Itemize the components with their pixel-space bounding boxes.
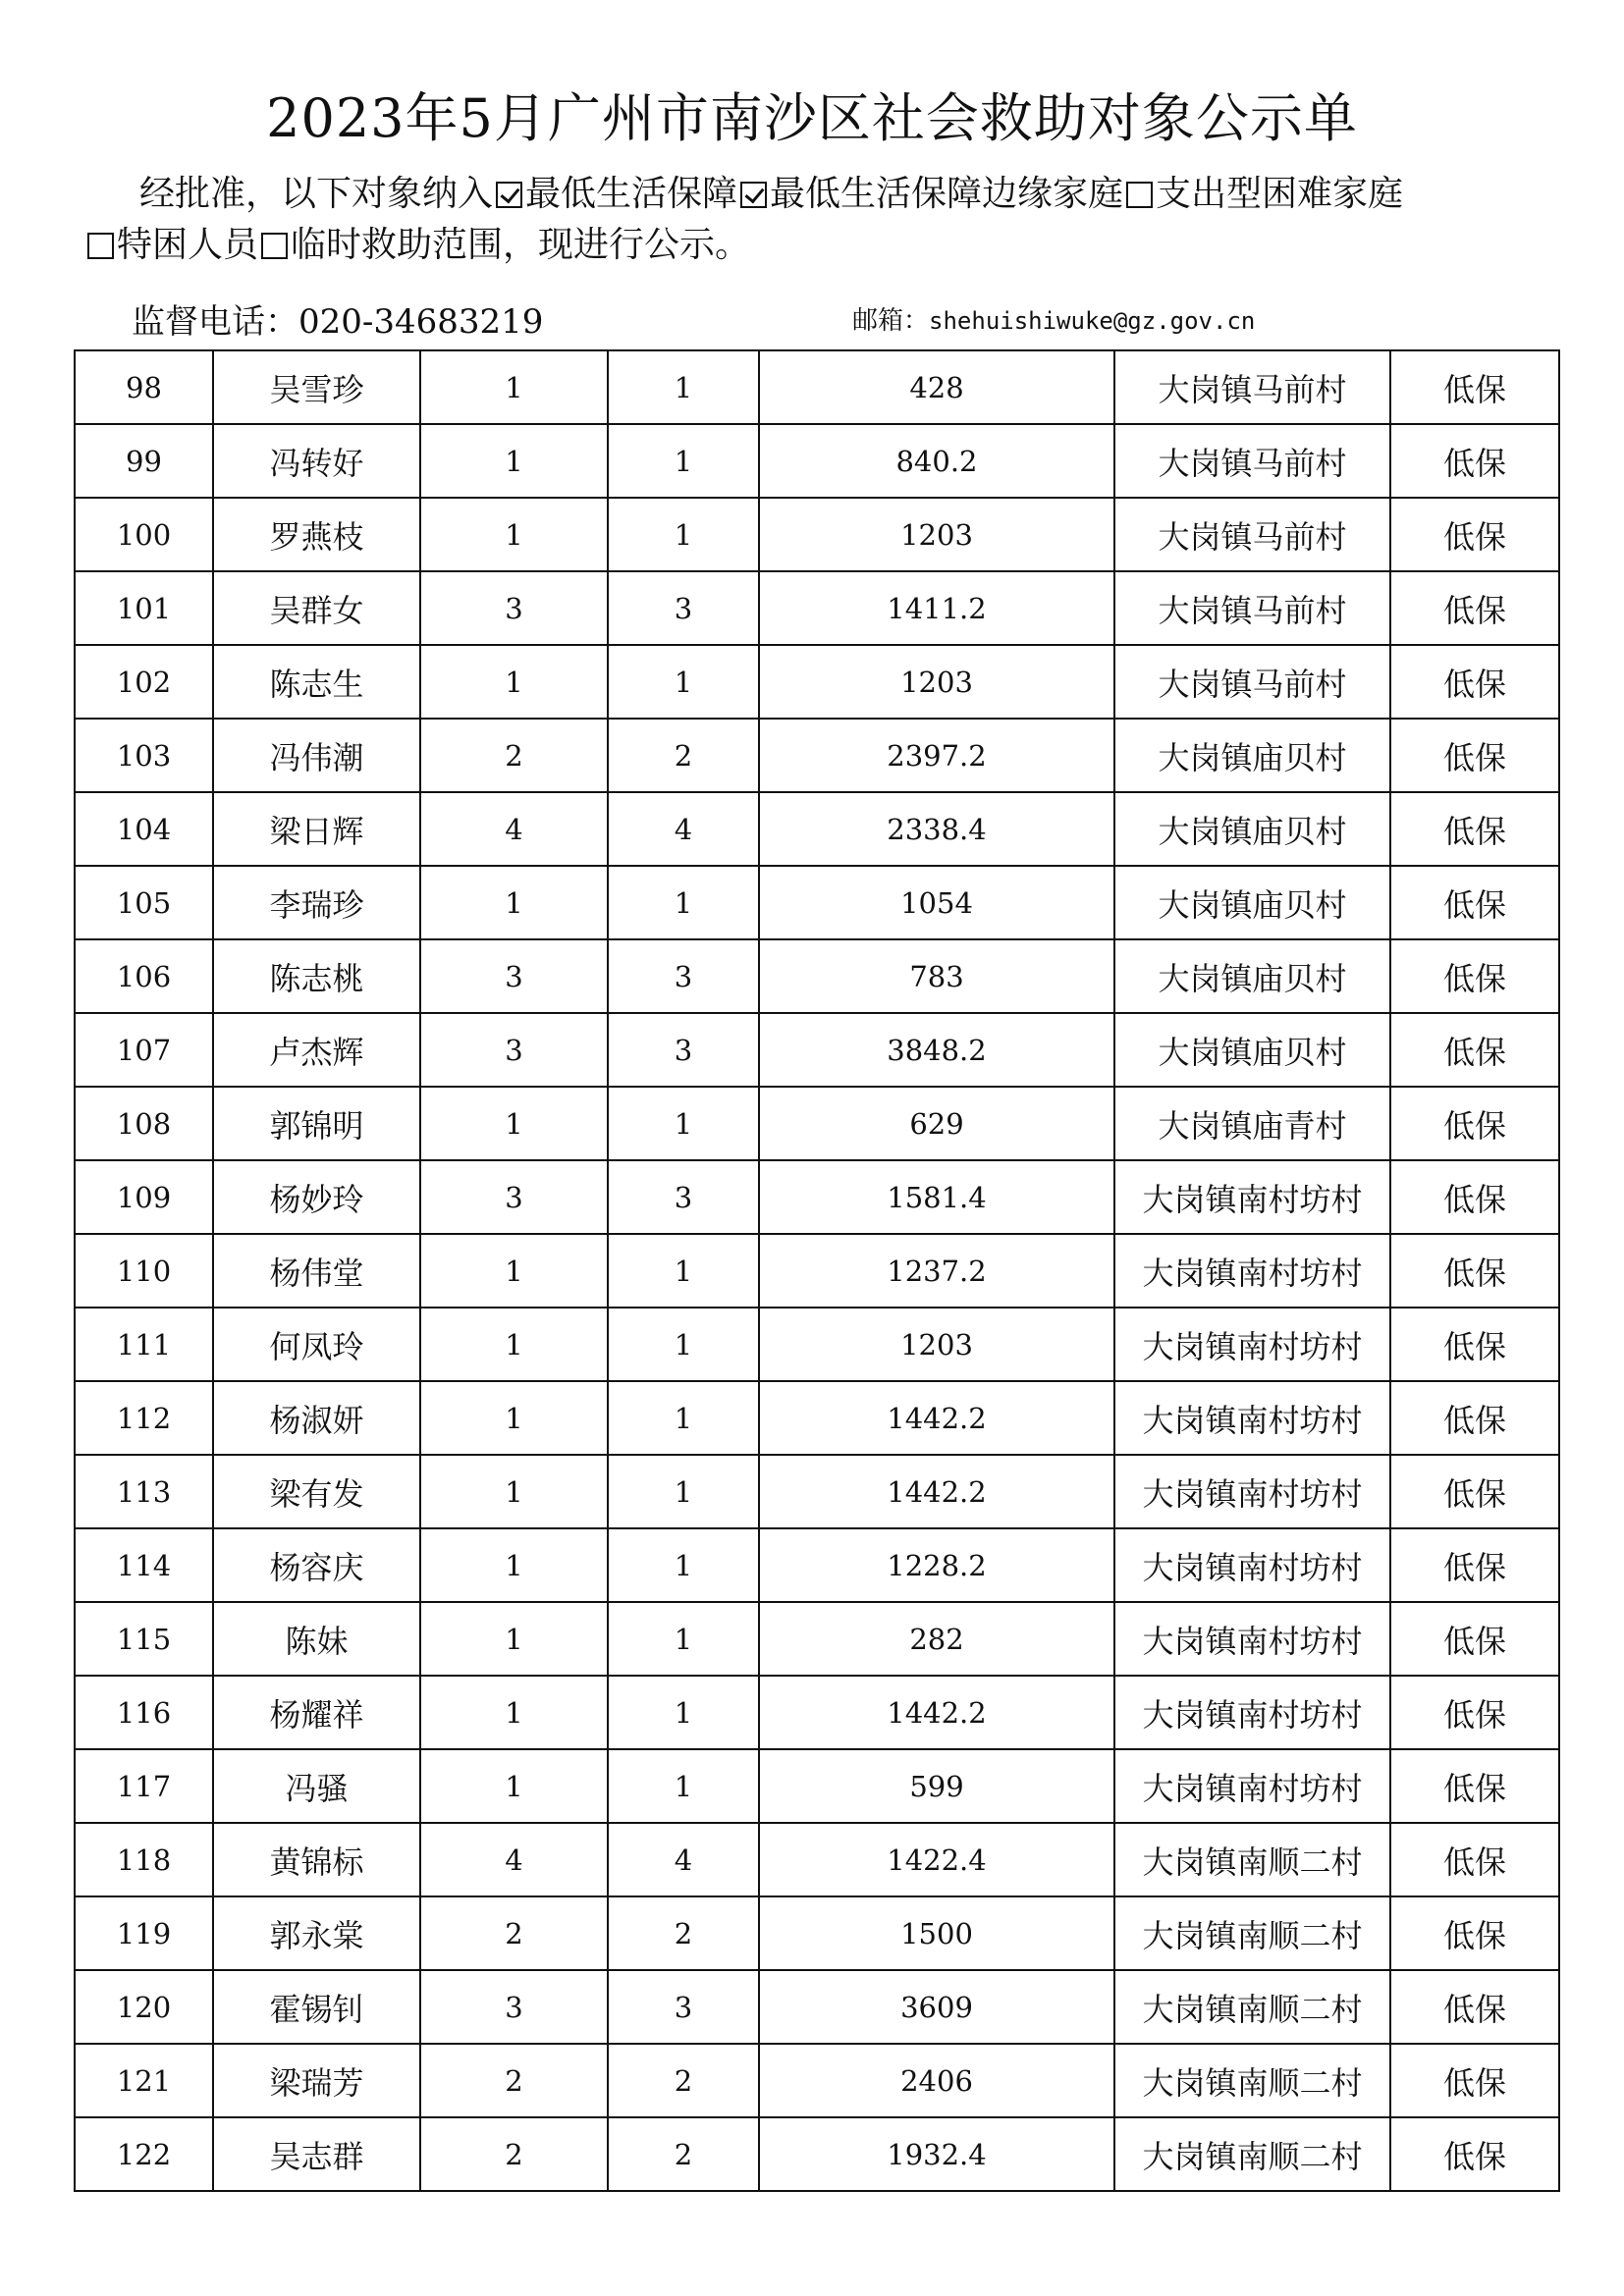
- household-size: 1: [420, 1381, 608, 1455]
- row-number: 111: [75, 1308, 213, 1381]
- covered-persons: 1: [608, 1602, 759, 1676]
- recipient-name: 郭锦明: [213, 1087, 420, 1160]
- table-row: [75, 866, 1559, 939]
- covered-persons: 3: [608, 1160, 759, 1234]
- covered-persons: 1: [608, 1455, 759, 1528]
- covered-persons: 2: [608, 2117, 759, 2191]
- row-number: 116: [75, 1676, 213, 1749]
- address-cell: 大岗镇庙贝村: [1114, 866, 1390, 939]
- option-label: 临时救助范围: [291, 225, 504, 265]
- address-cell: 大岗镇南村坊村: [1114, 1676, 1390, 1749]
- address-cell: 大岗镇马前村: [1114, 424, 1390, 498]
- address-cell: 大岗镇南顺二村: [1114, 1970, 1390, 2044]
- aid-amount: 1228.2: [759, 1528, 1114, 1602]
- address-cell: 大岗镇马前村: [1114, 571, 1390, 645]
- aid-type: 低保: [1390, 1160, 1559, 1234]
- checkbox-icon: [261, 233, 288, 259]
- household-size: 1: [420, 350, 608, 424]
- address-cell: 大岗镇南村坊村: [1114, 1602, 1390, 1676]
- phone-label: 监督电话：: [132, 302, 298, 342]
- option-label: 最低生活保障边缘家庭: [770, 174, 1124, 214]
- covered-persons: 3: [608, 939, 759, 1013]
- covered-persons: 2: [608, 719, 759, 792]
- aid-type: 低保: [1390, 866, 1559, 939]
- row-number: 98: [75, 350, 213, 424]
- address-cell: 大岗镇南村坊村: [1114, 1455, 1390, 1528]
- household-size: 1: [420, 424, 608, 498]
- recipient-name: 杨伟堂: [213, 1234, 420, 1308]
- aid-type: 低保: [1390, 2044, 1559, 2117]
- address-cell: 大岗镇马前村: [1114, 498, 1390, 571]
- covered-persons: 1: [608, 1234, 759, 1308]
- address-cell: 大岗镇马前村: [1114, 645, 1390, 719]
- aid-type: 低保: [1390, 1602, 1559, 1676]
- address-cell: 大岗镇庙青村: [1114, 1087, 1390, 1160]
- table-row: [75, 2044, 1559, 2117]
- table-row: [75, 2117, 1559, 2191]
- row-number: 101: [75, 571, 213, 645]
- row-number: 102: [75, 645, 213, 719]
- table-row: [75, 1676, 1559, 1749]
- row-number: 99: [75, 424, 213, 498]
- intro-line-1: [84, 169, 1557, 220]
- recipient-name: 杨耀祥: [213, 1676, 420, 1749]
- household-size: 1: [420, 1676, 608, 1749]
- phone-number: 020-34683219: [298, 302, 544, 342]
- recipient-name: 霍锡钊: [213, 1970, 420, 2044]
- aid-amount: 1411.2: [759, 571, 1114, 645]
- recipient-name: 卢杰辉: [213, 1013, 420, 1087]
- phone-info: [132, 294, 543, 343]
- checkbox-icon: [496, 182, 522, 208]
- email-address: shehuishiwuke@gz.gov.cn: [929, 307, 1256, 335]
- aid-amount: 629: [759, 1087, 1114, 1160]
- recipient-name: 杨妙玲: [213, 1160, 420, 1234]
- table-row: [75, 792, 1559, 866]
- covered-persons: 1: [608, 1308, 759, 1381]
- aid-amount: 840.2: [759, 424, 1114, 498]
- household-size: 2: [420, 1896, 608, 1970]
- household-size: 1: [420, 1602, 608, 1676]
- aid-type: 低保: [1390, 571, 1559, 645]
- aid-type: 低保: [1390, 1234, 1559, 1308]
- aid-amount: 2338.4: [759, 792, 1114, 866]
- aid-amount: 1203: [759, 645, 1114, 719]
- covered-persons: 3: [608, 571, 759, 645]
- table-row: [75, 571, 1559, 645]
- table-row: [75, 645, 1559, 719]
- aid-type: 低保: [1390, 719, 1559, 792]
- row-number: 110: [75, 1234, 213, 1308]
- aid-amount: 1422.4: [759, 1823, 1114, 1896]
- row-number: 105: [75, 866, 213, 939]
- row-number: 113: [75, 1455, 213, 1528]
- aid-amount: 2397.2: [759, 719, 1114, 792]
- address-cell: 大岗镇庙贝村: [1114, 1013, 1390, 1087]
- aid-amount: 3609: [759, 1970, 1114, 2044]
- household-size: 4: [420, 792, 608, 866]
- covered-persons: 1: [608, 866, 759, 939]
- aid-type: 低保: [1390, 1896, 1559, 1970]
- recipient-name: 吴志群: [213, 2117, 420, 2191]
- row-number: 107: [75, 1013, 213, 1087]
- covered-persons: 1: [608, 1676, 759, 1749]
- checkbox-icon: [87, 233, 114, 259]
- aid-amount: 1203: [759, 1308, 1114, 1381]
- covered-persons: 1: [608, 424, 759, 498]
- address-cell: 大岗镇南村坊村: [1114, 1528, 1390, 1602]
- recipient-name: 郭永棠: [213, 1896, 420, 1970]
- aid-amount: 1932.4: [759, 2117, 1114, 2191]
- address-cell: 大岗镇庙贝村: [1114, 939, 1390, 1013]
- aid-type: 低保: [1390, 424, 1559, 498]
- aid-amount: 1442.2: [759, 1455, 1114, 1528]
- table-row: [75, 498, 1559, 571]
- contact-line: [0, 294, 1624, 342]
- row-number: 112: [75, 1381, 213, 1455]
- aid-type: 低保: [1390, 645, 1559, 719]
- aid-type: 低保: [1390, 1013, 1559, 1087]
- aid-amount: 428: [759, 350, 1114, 424]
- aid-amount: 599: [759, 1749, 1114, 1823]
- recipient-name: 冯转好: [213, 424, 420, 498]
- table-row: [75, 1602, 1559, 1676]
- row-number: 108: [75, 1087, 213, 1160]
- address-cell: 大岗镇南村坊村: [1114, 1749, 1390, 1823]
- household-size: 1: [420, 498, 608, 571]
- email-info: [852, 300, 1255, 337]
- table-row: [75, 1160, 1559, 1234]
- recipient-name: 杨容庆: [213, 1528, 420, 1602]
- recipient-name: 罗燕枝: [213, 498, 420, 571]
- intro-line-2: [84, 220, 1557, 271]
- row-number: 104: [75, 792, 213, 866]
- address-cell: 大岗镇南村坊村: [1114, 1381, 1390, 1455]
- table-row: [75, 1749, 1559, 1823]
- covered-persons: 1: [608, 498, 759, 571]
- household-size: 3: [420, 939, 608, 1013]
- checkbox-icon: [1126, 182, 1153, 208]
- recipient-name: 冯骚: [213, 1749, 420, 1823]
- recipient-name: 吴雪珍: [213, 350, 420, 424]
- household-size: 3: [420, 571, 608, 645]
- table-row: [75, 424, 1559, 498]
- address-cell: 大岗镇南村坊村: [1114, 1160, 1390, 1234]
- address-cell: 大岗镇南村坊村: [1114, 1308, 1390, 1381]
- row-number: 106: [75, 939, 213, 1013]
- household-size: 1: [420, 1528, 608, 1602]
- aid-amount: 1442.2: [759, 1381, 1114, 1455]
- table-row: [75, 719, 1559, 792]
- aid-type: 低保: [1390, 792, 1559, 866]
- recipient-name: 梁有发: [213, 1455, 420, 1528]
- table-body: [75, 350, 1559, 2191]
- row-number: 115: [75, 1602, 213, 1676]
- option-label: 最低生活保障: [525, 174, 738, 214]
- household-size: 3: [420, 1970, 608, 2044]
- recipient-name: 陈妹: [213, 1602, 420, 1676]
- recipient-name: 梁瑞芳: [213, 2044, 420, 2117]
- recipient-name: 冯伟潮: [213, 719, 420, 792]
- row-number: 103: [75, 719, 213, 792]
- household-size: 1: [420, 1455, 608, 1528]
- intro-paragraph: [84, 169, 1557, 271]
- recipient-name: 梁日辉: [213, 792, 420, 866]
- household-size: 4: [420, 1823, 608, 1896]
- covered-persons: 3: [608, 1970, 759, 2044]
- row-number: 117: [75, 1749, 213, 1823]
- address-cell: 大岗镇南顺二村: [1114, 2117, 1390, 2191]
- covered-persons: 4: [608, 1823, 759, 1896]
- household-size: 1: [420, 1087, 608, 1160]
- covered-persons: 1: [608, 1381, 759, 1455]
- address-cell: 大岗镇南顺二村: [1114, 2044, 1390, 2117]
- aid-amount: 282: [759, 1602, 1114, 1676]
- household-size: 1: [420, 866, 608, 939]
- aid-amount: 1500: [759, 1896, 1114, 1970]
- option-label: 特困人员: [117, 225, 259, 265]
- table-row: [75, 1234, 1559, 1308]
- intro-suffix: ，现进行公示。: [503, 225, 751, 265]
- household-size: 3: [420, 1160, 608, 1234]
- row-number: 119: [75, 1896, 213, 1970]
- table-row: [75, 1455, 1559, 1528]
- row-number: 122: [75, 2117, 213, 2191]
- covered-persons: 1: [608, 645, 759, 719]
- aid-type: 低保: [1390, 1528, 1559, 1602]
- address-cell: 大岗镇南顺二村: [1114, 1896, 1390, 1970]
- option-label: 支出型困难家庭: [1156, 174, 1404, 214]
- row-number: 114: [75, 1528, 213, 1602]
- aid-type: 低保: [1390, 2117, 1559, 2191]
- recipient-name: 杨淑妍: [213, 1381, 420, 1455]
- household-size: 1: [420, 1749, 608, 1823]
- recipient-table: [74, 349, 1560, 2192]
- aid-amount: 1237.2: [759, 1234, 1114, 1308]
- aid-amount: 1054: [759, 866, 1114, 939]
- household-size: 1: [420, 1234, 608, 1308]
- checkbox-icon: [740, 182, 767, 208]
- table-row: [75, 1896, 1559, 1970]
- aid-type: 低保: [1390, 939, 1559, 1013]
- page-title: 2023年5月广州市南沙区社会救助对象公示单: [266, 87, 1358, 149]
- aid-type: 低保: [1390, 1087, 1559, 1160]
- aid-type: 低保: [1390, 1749, 1559, 1823]
- covered-persons: 1: [608, 1528, 759, 1602]
- household-size: 2: [420, 2044, 608, 2117]
- aid-amount: 2406: [759, 2044, 1114, 2117]
- household-size: 2: [420, 719, 608, 792]
- table-row: [75, 1087, 1559, 1160]
- aid-type: 低保: [1390, 1308, 1559, 1381]
- table-row: [75, 1528, 1559, 1602]
- address-cell: 大岗镇南村坊村: [1114, 1234, 1390, 1308]
- table-row: [75, 1381, 1559, 1455]
- aid-type: 低保: [1390, 1823, 1559, 1896]
- aid-type: 低保: [1390, 350, 1559, 424]
- covered-persons: 4: [608, 792, 759, 866]
- row-number: 109: [75, 1160, 213, 1234]
- aid-type: 低保: [1390, 1676, 1559, 1749]
- covered-persons: 2: [608, 2044, 759, 2117]
- address-cell: 大岗镇庙贝村: [1114, 792, 1390, 866]
- covered-persons: 3: [608, 1013, 759, 1087]
- table-row: [75, 939, 1559, 1013]
- aid-amount: 783: [759, 939, 1114, 1013]
- aid-amount: 1442.2: [759, 1676, 1114, 1749]
- email-label: 邮箱：: [852, 306, 930, 336]
- aid-type: 低保: [1390, 1455, 1559, 1528]
- address-cell: 大岗镇南顺二村: [1114, 1823, 1390, 1896]
- table-row: [75, 1308, 1559, 1381]
- covered-persons: 1: [608, 350, 759, 424]
- recipient-name: 黄锦标: [213, 1823, 420, 1896]
- row-number: 120: [75, 1970, 213, 2044]
- covered-persons: 2: [608, 1896, 759, 1970]
- household-size: 2: [420, 2117, 608, 2191]
- covered-persons: 1: [608, 1087, 759, 1160]
- recipient-name: 吴群女: [213, 571, 420, 645]
- row-number: 100: [75, 498, 213, 571]
- aid-amount: 3848.2: [759, 1013, 1114, 1087]
- recipient-name: 何凤玲: [213, 1308, 420, 1381]
- row-number: 121: [75, 2044, 213, 2117]
- address-cell: 大岗镇马前村: [1114, 350, 1390, 424]
- row-number: 118: [75, 1823, 213, 1896]
- household-size: 1: [420, 645, 608, 719]
- table-row: [75, 1970, 1559, 2044]
- aid-type: 低保: [1390, 1381, 1559, 1455]
- household-size: 3: [420, 1013, 608, 1087]
- aid-type: 低保: [1390, 1970, 1559, 2044]
- household-size: 1: [420, 1308, 608, 1381]
- recipient-name: 李瑞珍: [213, 866, 420, 939]
- table-row: [75, 1823, 1559, 1896]
- recipient-name: 陈志桃: [213, 939, 420, 1013]
- table-row: [75, 1013, 1559, 1087]
- table-row: [75, 350, 1559, 424]
- intro-prefix: 经批准，以下对象纳入: [139, 174, 494, 214]
- aid-type: 低保: [1390, 498, 1559, 571]
- recipient-name: 陈志生: [213, 645, 420, 719]
- covered-persons: 1: [608, 1749, 759, 1823]
- aid-amount: 1581.4: [759, 1160, 1114, 1234]
- address-cell: 大岗镇庙贝村: [1114, 719, 1390, 792]
- aid-amount: 1203: [759, 498, 1114, 571]
